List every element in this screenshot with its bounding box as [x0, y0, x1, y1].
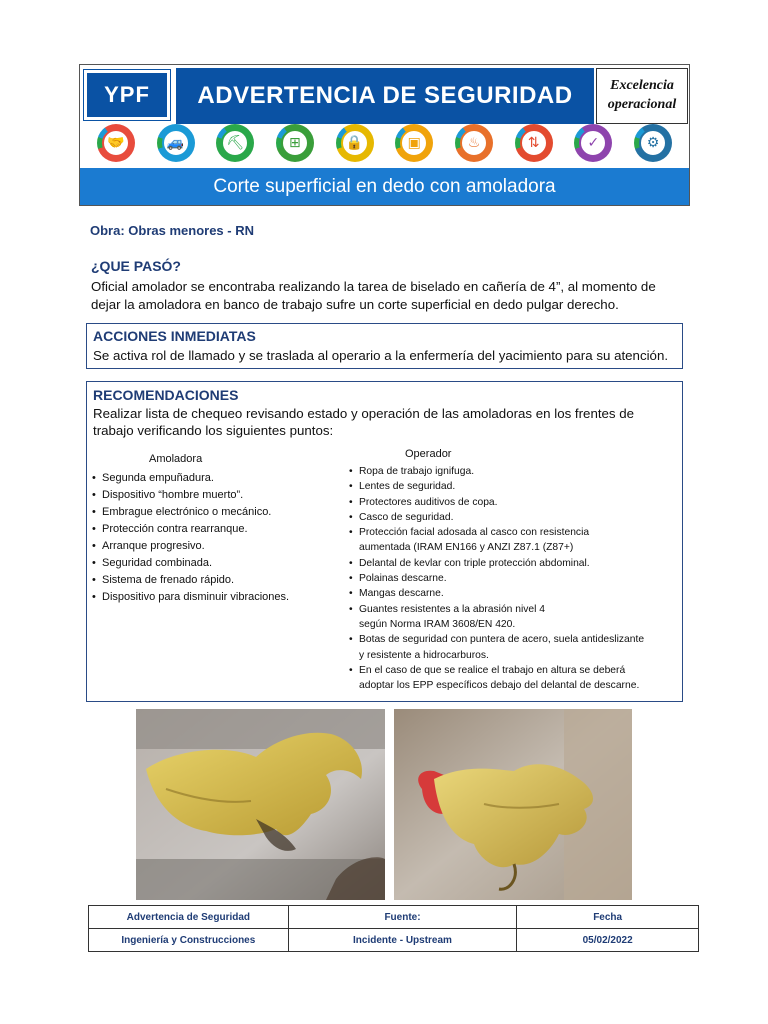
amoladora-item: • Segunda empuñadura.: [92, 470, 289, 487]
footer-cell: Advertencia de Seguridad: [89, 906, 289, 929]
glove-photo-1-image: [136, 709, 385, 900]
footer-cell: Fecha: [517, 906, 699, 929]
footer-table: [88, 905, 699, 952]
amoladora-item: • Arranque progresivo.: [92, 538, 289, 555]
header: [79, 64, 690, 126]
operador-item: • Mangas descarne.: [349, 586, 644, 601]
excelencia-line-1: Excelencia: [610, 78, 674, 94]
operador-item: aumentada (IRAM EN166 y ANZI Z87.1 (Z87+): [359, 542, 574, 554]
operador-item: • Polainas descarne.: [349, 571, 644, 586]
operador-item: adoptar los EPP específicos debajo del delantal de descarne.: [359, 680, 640, 692]
acciones-text: Se activa rol de llamado y se traslada al operario a la enfermería del yacimiento para su atención.: [93, 348, 669, 363]
route-icon: ⇅: [515, 124, 553, 162]
operador-item: • Delantal de kevlar con triple protección abdominal.: [349, 556, 644, 571]
amoladora-list: [92, 470, 289, 606]
safety-icons-row: [80, 121, 689, 165]
operador-item: • Protección facial adosada al casco con resistencia: [349, 525, 644, 540]
amoladora-item: • Dispositivo “hombre muerto”.: [92, 487, 289, 504]
amoladora-title: Amoladora: [149, 453, 203, 465]
operador-item: • Casco de seguridad.: [349, 510, 644, 525]
operador-item: • Lentes de seguridad.: [349, 479, 644, 494]
operador-title: Operador: [405, 448, 452, 460]
confined-space-icon: ▣: [395, 124, 433, 162]
glove-photo-2-image: [394, 709, 632, 900]
operador-list: [349, 464, 644, 693]
scaffold-icon: ⊞: [276, 124, 314, 162]
footer-cell: Ingeniería y Construcciones: [89, 929, 289, 952]
amoladora-item: • Seguridad combinada.: [92, 555, 289, 572]
operador-item: • Protectores auditivos de copa.: [349, 495, 644, 510]
ypf-logo: YPF: [84, 70, 170, 120]
glove-photo-1: [136, 709, 385, 900]
worker-lifting-icon: ⛏: [216, 124, 254, 162]
hot-work-icon: ♨: [455, 124, 493, 162]
glove-photo-2: [394, 709, 632, 900]
banner-title: ADVERTENCIA DE SEGURIDAD: [176, 68, 594, 124]
operador-item: • Guantes resistentes a la abrasión nivel 4: [349, 602, 644, 617]
footer-row-values: [89, 929, 699, 952]
excelencia-badge: [596, 68, 688, 124]
obra-label: Obra: Obras menores - RN: [90, 223, 254, 238]
acciones-box: [86, 323, 683, 369]
operador-item: • En el caso de que se realice el trabajo en altura se deberá: [349, 663, 644, 678]
amoladora-item: • Protección contra rearranque.: [92, 521, 289, 538]
recomendaciones-title: RECOMENDACIONES: [93, 387, 239, 403]
footer-cell: Fuente:: [288, 906, 517, 929]
recomendaciones-intro: Realizar lista de chequeo revisando estado y operación de las amoladoras en los frentes de trabajo verificando los siguientes puntos:: [93, 406, 635, 438]
vehicle-icon: 🚙: [157, 124, 195, 162]
operador-item: • Ropa de trabajo ignifuga.: [349, 464, 644, 479]
amoladora-item: • Embrague electrónico o mecánico.: [92, 504, 289, 521]
footer-cell: 05/02/2022: [517, 929, 699, 952]
acciones-title: ACCIONES INMEDIATAS: [93, 328, 256, 344]
amoladora-item: • Sistema de frenado rápido.: [92, 572, 289, 589]
que-paso-text: Oficial amolador se encontraba realizando la tarea de biselado en cañería de 4”, al momento de dejar la amoladora en banco de trabajo sufre un corte superficial en dedo pulgar derecho.: [91, 279, 656, 312]
operador-item: según Norma IRAM 3608/EN 420.: [359, 618, 516, 630]
recomendaciones-box: [86, 381, 683, 702]
lockout-icon: 🔒: [336, 124, 374, 162]
que-paso-title: ¿QUE PASÓ?: [91, 258, 181, 274]
permit-icon: ✓: [574, 124, 612, 162]
operador-item: y resistente a hidrocarburos.: [359, 649, 489, 661]
handshake-icon: 🤝: [97, 124, 135, 162]
footer-row-header: [89, 906, 699, 929]
excelencia-line-2: operacional: [607, 97, 677, 112]
footer-cell: Incidente - Upstream: [288, 929, 517, 952]
process-icon: ⚙: [634, 124, 672, 162]
incident-subtitle: Corte superficial en dedo con amoladora: [80, 168, 689, 205]
operador-item: • Botas de seguridad con puntera de acero, suela antideslizante: [349, 632, 644, 647]
amoladora-item: • Dispositivo para disminuir vibraciones.: [92, 589, 289, 606]
